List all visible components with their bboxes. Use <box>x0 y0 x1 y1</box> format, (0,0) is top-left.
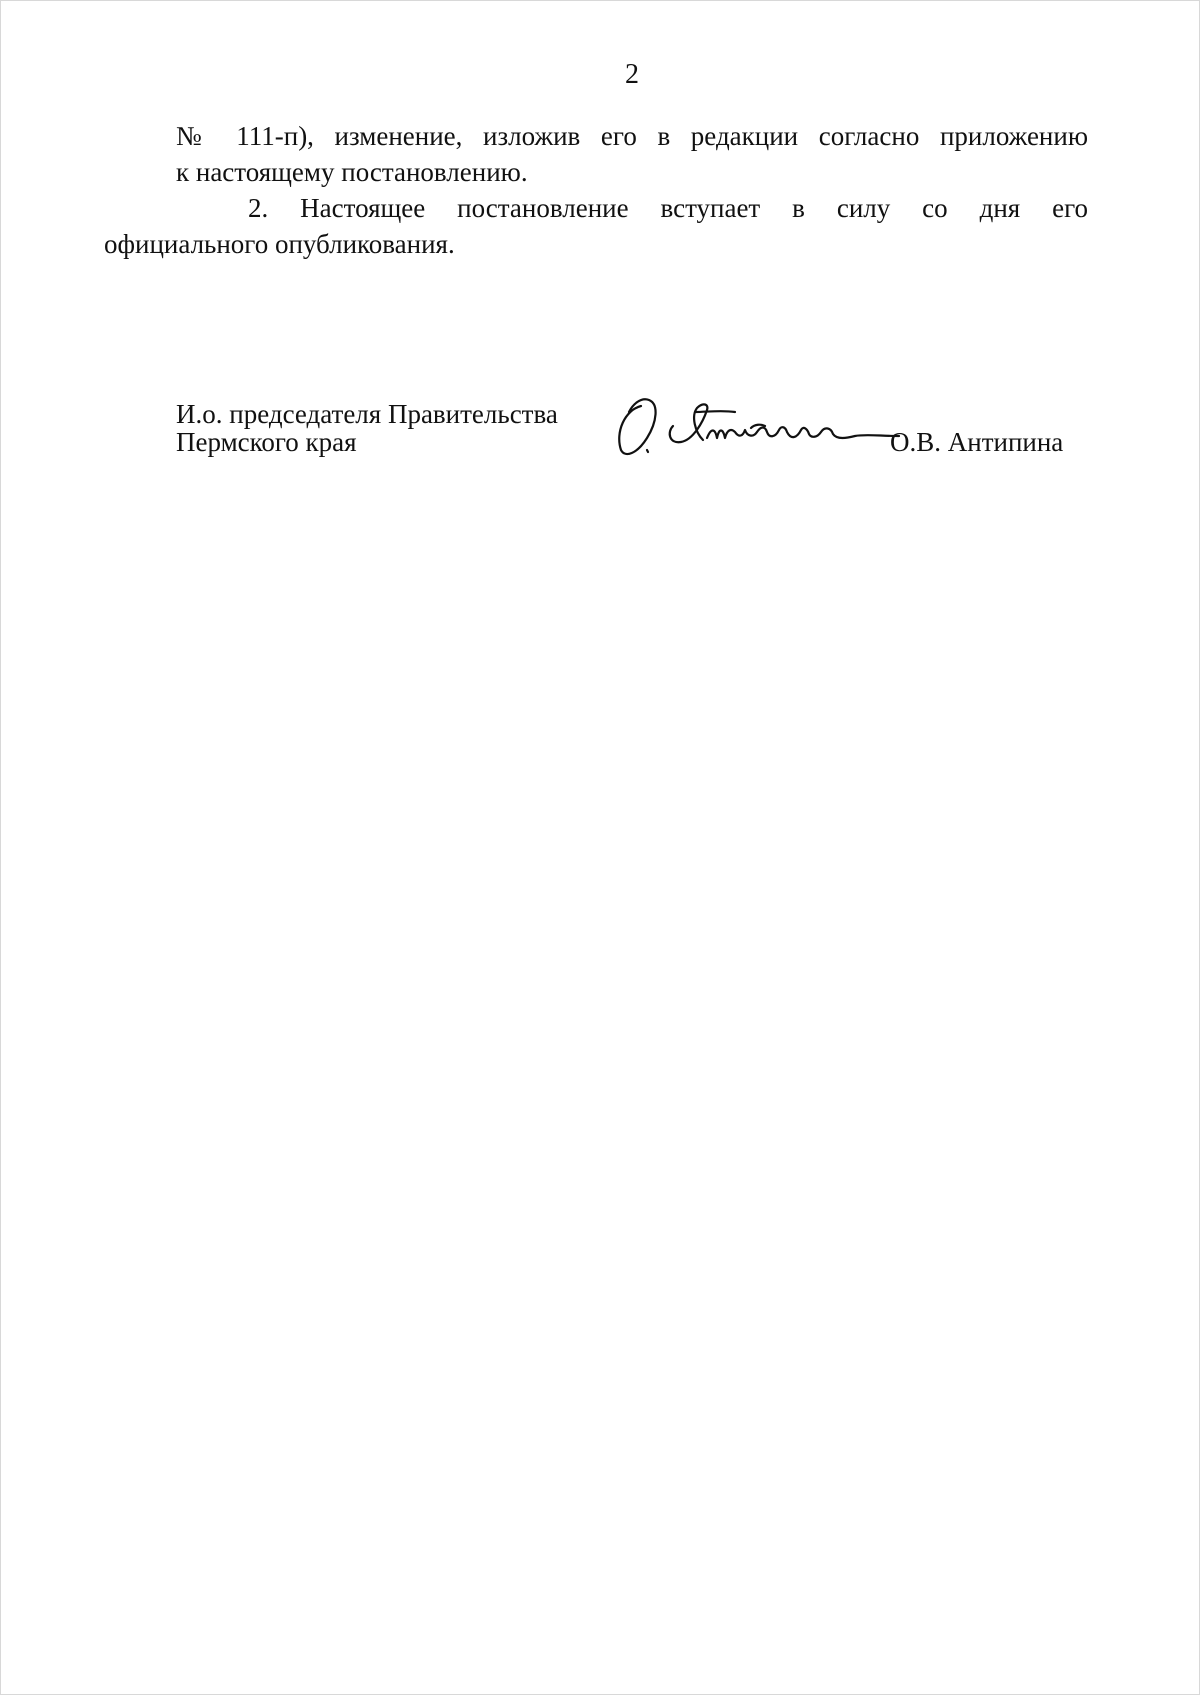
paragraph-line: официального опубликования. <box>104 229 455 259</box>
paragraph-line: к настоящему постановлению. <box>176 157 528 187</box>
position-line: И.о. председателя Правительства <box>176 399 558 429</box>
handwritten-signature <box>611 392 901 462</box>
signatory-position <box>176 400 558 456</box>
paragraph-effective-date <box>104 190 1088 262</box>
signatory-name: О.В. Антипина <box>890 427 1064 457</box>
paragraph-line: № 111-п), изменение, изложив его в редакции согласно приложению <box>176 121 1088 151</box>
position-line: Пермского края <box>176 427 357 457</box>
paragraph-line: 2. Настоящее постановление вступает в силу со дня его <box>248 193 1088 223</box>
page-number: 2 <box>625 59 639 90</box>
signature-block <box>176 400 1096 470</box>
paragraph-amendment <box>176 118 1088 190</box>
